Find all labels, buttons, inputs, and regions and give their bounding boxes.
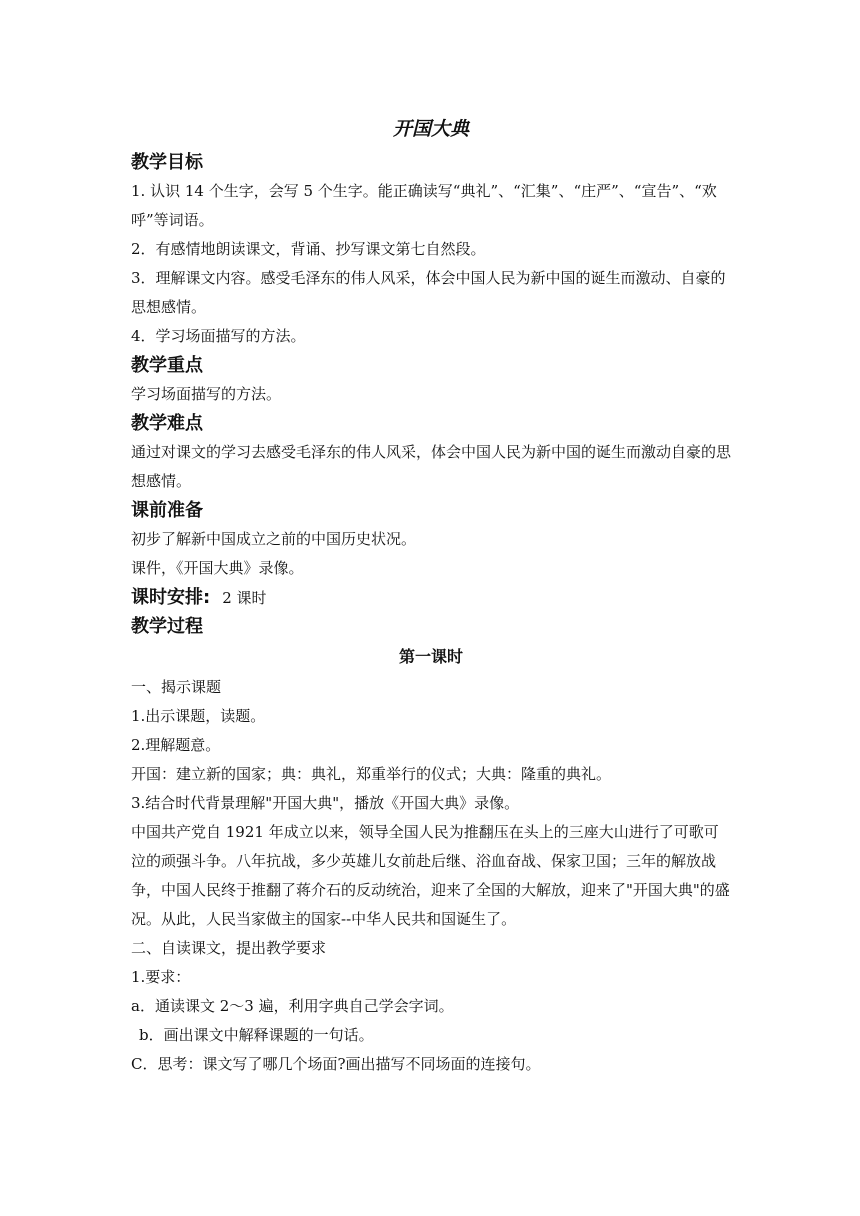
goal-item-4: 4．学习场面描写的方法。 [131,327,306,345]
process-line: a．通读课文 2～3 遍，利用字典自己学会字词。 [131,997,454,1015]
goal-item-3: 3．理解课文内容。感受毛泽东的伟人风采，体会中国人民为新中国的诞生而激动、自豪的思想感情。 [131,269,726,316]
goals-heading: 教学目标 [131,152,203,173]
process-line: 1.出示课题，读题。 [131,707,266,725]
process-line: 二、自读课文，提出教学要求 [131,939,327,957]
schedule-value: 2 课时 [222,589,267,607]
key-heading: 教学重点 [131,355,203,376]
process-line: 一、揭示课题 [131,678,222,696]
goal-item-2: 2．有感情地朗读课文，背诵、抄写课文第七自然段。 [131,240,486,258]
schedule-label: 课时安排: [131,587,211,608]
key-text: 学习场面描写的方法。 [131,385,282,403]
process-line: C．思考：课文写了哪几个场面?画出描写不同场面的连接句。 [131,1055,541,1073]
process-line: 1.要求： [131,968,191,986]
process-line: 2.理解题意。 [131,736,221,754]
goal-item-1: 1. 认识 14 个生字，会写 5 个生字。能正确读写“典礼”、“汇集”、“庄严”、“宣告”、“欢呼”等词语。 [131,182,717,229]
process-line: 开国：建立新的国家；典：典礼，郑重举行的仪式；大典：隆重的典礼。 [131,765,612,783]
lesson-title: 第一课时 [398,647,463,666]
prep-heading: 课前准备 [131,500,203,521]
prep-item-2: 课件，《开国大典》录像。 [131,559,304,577]
schedule-line [131,583,731,612]
document-title: 开国大典 [392,118,469,140]
prep-item-1: 初步了解新中国成立之前的中国历史状况。 [131,530,417,548]
process-heading: 教学过程 [131,616,203,637]
difficulty-text: 通过对课文的学习去感受毛泽东的伟人风采，体会中国人民为新中国的诞生而激动自豪的思想感情。 [131,443,732,490]
document-page [131,112,731,1079]
process-paragraph: 中国共产党自 1921 年成立以来，领导全国人民为推翻压在头上的三座大山进行了可歌可泣的顽强斗争。八年抗战，多少英雄儿女前赴后继、浴血奋战、保家卫国；三年的解放战争，中国人民终于推翻了蒋介石的反动统治，迎来了全国的大解放，迎来了"开国大典"的盛况。从此，人民当家做主的国家--中华人民共和国诞生了。 [131,823,730,928]
difficulty-heading: 教学难点 [131,413,203,434]
process-line: 3.结合时代背景理解"开国大典"，播放《开国大典》录像。 [131,794,520,812]
process-line: b．画出课文中解释课题的一句话。 [139,1026,374,1044]
